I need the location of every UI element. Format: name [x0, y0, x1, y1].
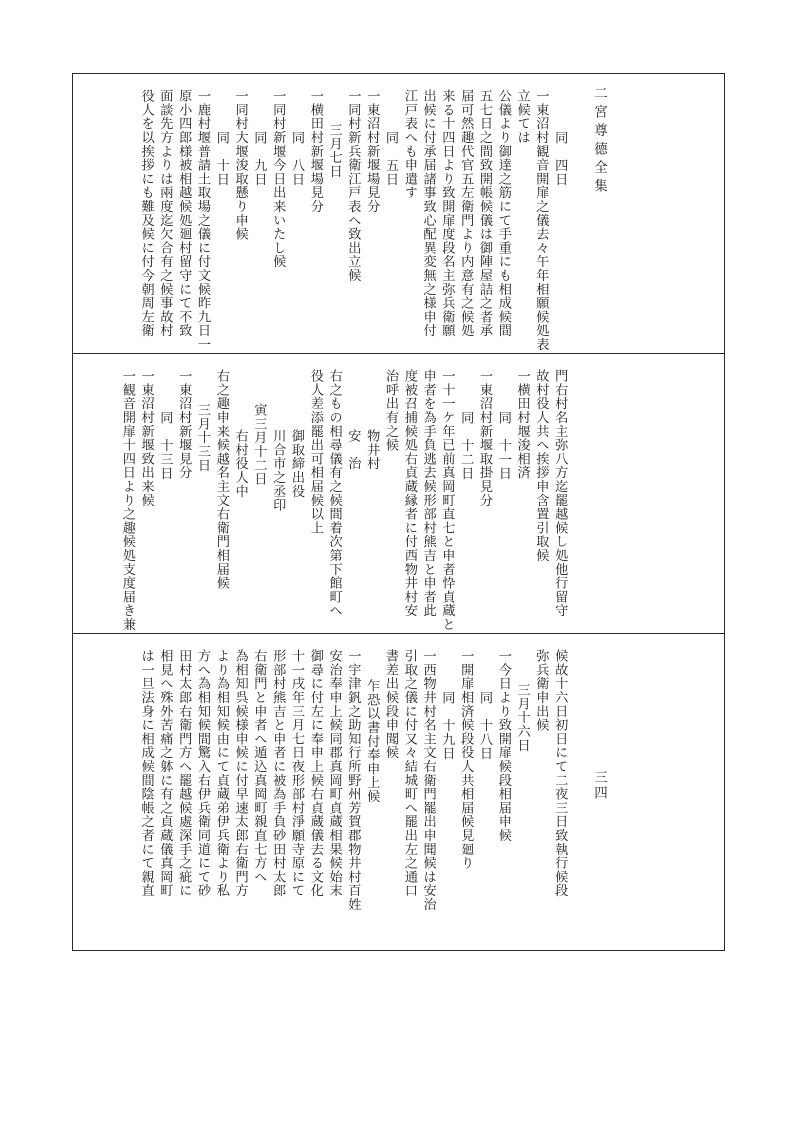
- text-column: 田村太郎右衛門方へ罷越候處深手之疵に: [176, 649, 192, 898]
- text-column: 為相知呉候様申候に付早速太郎右衛門方: [232, 649, 248, 898]
- text-column: 届可然趣代官五左衛門より内意有之候処: [458, 89, 474, 338]
- text-column: 一鹿村堰普請土取場之儀に付文候昨九日一: [195, 89, 210, 352]
- text-column: は一旦法身に相成候間陰帳之者にて親直: [138, 649, 154, 898]
- text-column: 三月十三日: [195, 403, 210, 472]
- text-column: 安治奉申上候同郡真岡町貞蔵相果候始末: [326, 649, 342, 898]
- text-column: 弥兵衛申出候: [533, 649, 549, 732]
- text-column: 十一戌年三月七日夜形部村淨願寺原にて: [289, 649, 304, 898]
- text-column: 川合市之丞印: [270, 429, 286, 512]
- text-column: より為相知候由にて貞蔵弟伊兵衛より私: [213, 649, 229, 898]
- text-column: 役人差添罷出可相届候以上: [307, 369, 323, 535]
- text-column: 故村役人共へ挨拶申含置引取候: [533, 369, 549, 563]
- text-column: 門右村名主弥八方迄罷越候し処他行留守: [552, 369, 568, 618]
- text-column: 公儀より御達之筋にて手重にも相成候間: [495, 89, 511, 338]
- text-column: 候故十六日初日にて二夜三日致執行候段: [552, 649, 568, 898]
- section-divider-2: [72, 633, 725, 634]
- text-column: 一開扉相済候段役人共相届候見廻り: [458, 649, 474, 870]
- text-column: 同 十八日: [477, 691, 492, 760]
- text-column: 方へ為相知候間驚入右伊兵衛同道にて砂: [195, 649, 210, 898]
- page-number: 三四: [591, 770, 607, 801]
- text-column: 同 十三日: [157, 411, 173, 480]
- text-column: 右之もの相尋儀有之候間着次第下館町へ: [326, 369, 342, 618]
- text-column: 一今日より致開扉候段相届申候: [495, 649, 511, 843]
- text-column: 役人を以挨拶にも難及候に付今朝周左衛: [138, 89, 154, 338]
- text-column: 同 五日: [383, 131, 398, 187]
- text-column: 右村役人中: [232, 429, 248, 498]
- text-column: 引取之儀に付又々結城町へ罷出左之通口: [401, 649, 417, 898]
- text-column: 来る十四日より致開扉度段名主弥兵衛願: [439, 89, 455, 338]
- text-column: 形部村熊吉と申者に被為手負砂田村太郎: [270, 649, 286, 898]
- text-column: 三月十六日: [514, 683, 530, 752]
- text-column: 一東沼村観音開扉之儀去々午年相願候処表: [533, 89, 549, 352]
- text-column: 安 治: [345, 429, 361, 471]
- text-column: 寅三月十二日: [251, 403, 267, 486]
- text-column: 書差出候段申聞候: [383, 649, 398, 760]
- text-column: 同 十二日: [458, 411, 474, 480]
- text-column: 一横田村堰浚相済: [514, 369, 530, 480]
- text-column: 一宇津釩之助知行所野州芳賀郡物井村百姓: [345, 649, 361, 912]
- book-title: 二宮尊德全集: [591, 86, 607, 197]
- text-column: 御取締出役: [289, 429, 304, 498]
- text-column: 同 九日: [251, 131, 267, 187]
- text-column: 相見へ殊外苦痛之躰に有之貞蔵儀真岡町: [157, 649, 173, 898]
- text-column: 三月七日: [326, 123, 342, 179]
- text-column: 一西物井村名主文右衛門罷出申聞候は安治: [420, 649, 436, 912]
- text-column: 一十一ケ年已前真岡町直七と申者忰貞蔵と: [439, 369, 455, 632]
- text-column: 一同村大堰浚取懸り申候: [232, 89, 248, 241]
- text-column: 度被召捕候処右貞蔵縁者に付西物井村安: [401, 369, 417, 618]
- text-column: 物井村: [364, 429, 380, 471]
- text-column: 同 八日: [289, 131, 304, 187]
- text-column: 江戸表へも申遣す: [401, 89, 417, 200]
- section-divider-1: [72, 353, 725, 354]
- text-column: 右衛門と申者へ遁込真岡町親直七方へ: [251, 649, 267, 884]
- text-column: 同 十一日: [495, 411, 511, 480]
- text-column: 立候ては: [514, 89, 530, 145]
- text-column: 申者を為手負逃去候形部村熊吉と申者此: [420, 369, 436, 618]
- text-column: 一東沼村新堰取掛見分: [477, 369, 492, 507]
- text-column: 一東沼村新堰致出来候: [138, 369, 154, 507]
- text-column: 乍恐以書付奉申上候: [364, 679, 380, 804]
- text-column: 右之趣申来候越名主文右衛門相届候: [213, 369, 229, 590]
- text-column: 五七日之間致開帳候儀は御陣屋詰之者承: [477, 89, 492, 338]
- text-column: 一同村新兵衛江戸表へ致出立候: [345, 89, 361, 283]
- text-column: 一横田村新堰場見分: [307, 89, 323, 214]
- text-column: 同 十日: [213, 131, 229, 187]
- text-column: 面談先方よりは兩度迄欠合有之候事故村: [157, 89, 173, 338]
- text-column: 一東沼村新堰場見分: [364, 89, 380, 214]
- text-column: 同 十九日: [439, 691, 455, 760]
- text-column: 同 四日: [552, 131, 568, 187]
- text-column: 一同村新堰今日出来いたし候: [270, 89, 286, 269]
- text-column: 一東沼村新堰見分: [176, 369, 192, 480]
- text-column: 出候に付承届諸事致心配異変無之様申付: [420, 89, 436, 338]
- text-column: 原小四郎様被相越候処廻村留守にて不致: [176, 89, 192, 338]
- text-column: 一観音開扉十四日より之趣候処支度届き兼: [119, 369, 135, 632]
- text-column: 御尋に付左に奉申上候右貞蔵儀去る文化: [307, 649, 323, 898]
- text-column: 治呼出有之候: [383, 369, 398, 452]
